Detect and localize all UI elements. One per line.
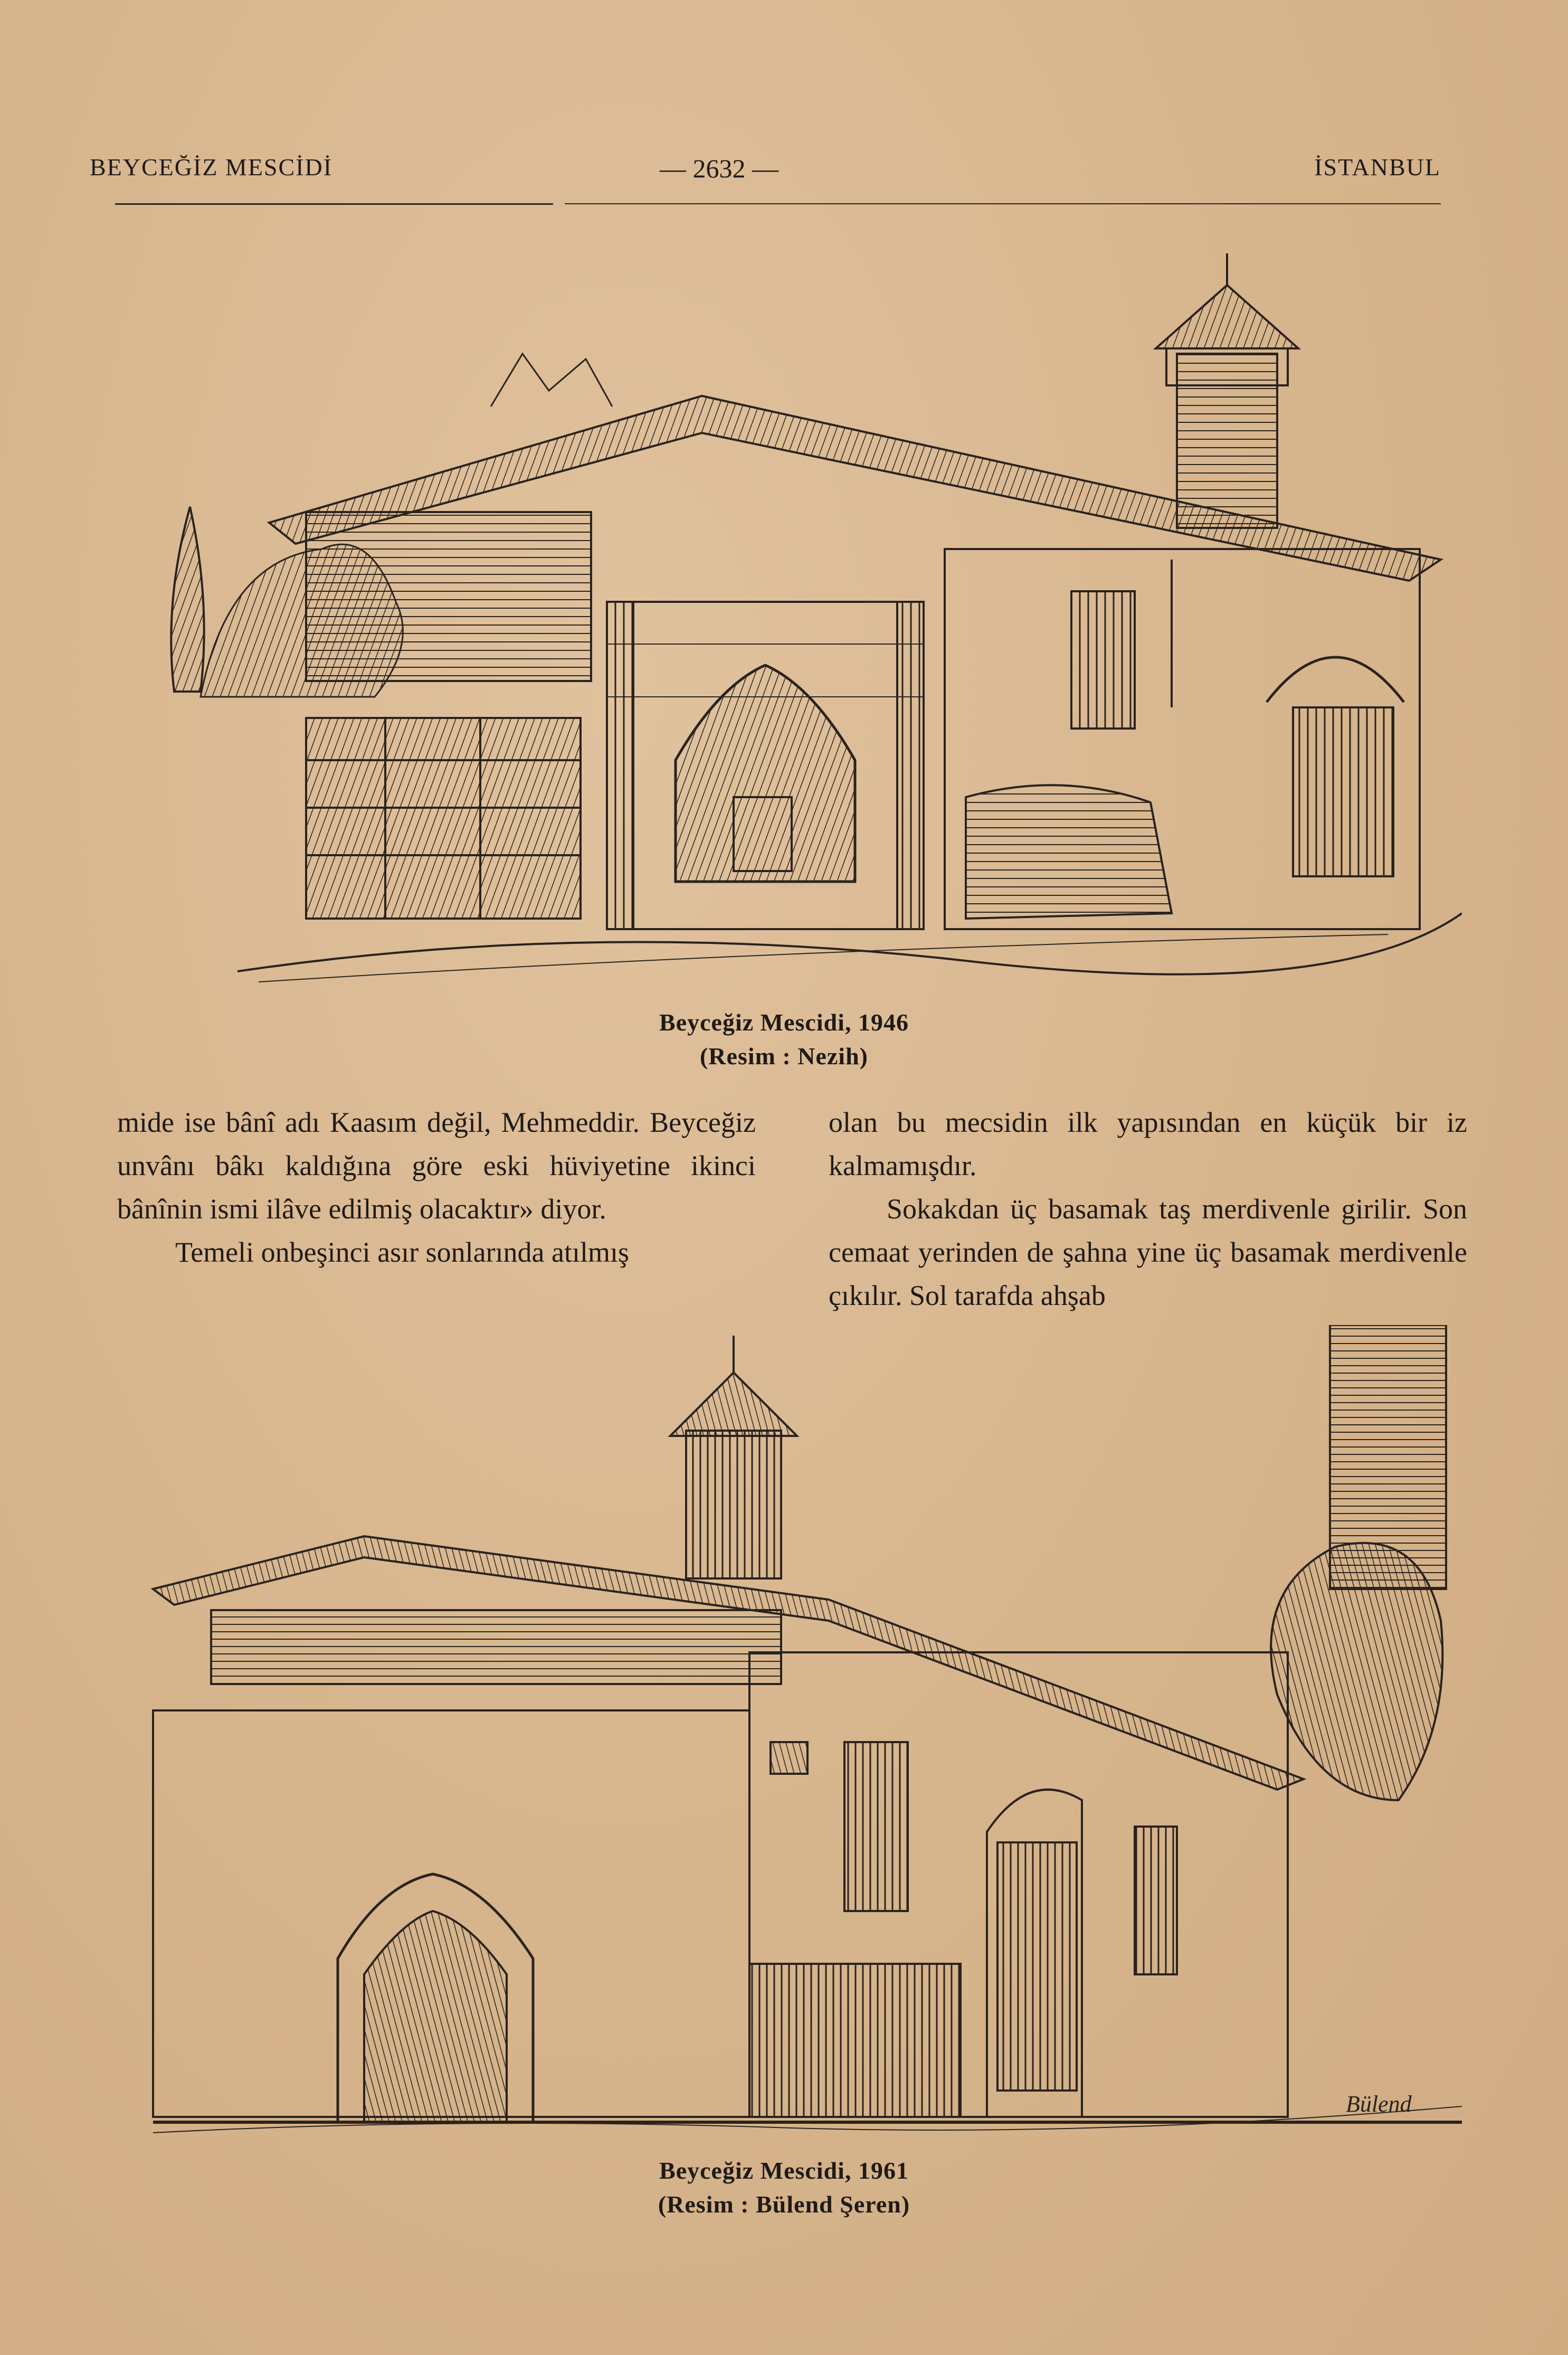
text-column-right [829,1101,1467,1317]
page-number: — 2632 — [660,154,778,183]
figure-1-caption-credit: (Resim : Nezih) [699,1043,868,1070]
illustration-1946 [121,232,1462,998]
text-column-left [117,1101,756,1274]
running-header [90,153,1441,211]
figure-1-caption-title: Beyceğiz Mescidi, 1946 [659,1009,909,1036]
header-section-title: BEYCEĞİZ MESCİDİ [90,154,333,181]
paragraph: olan bu mecsidin ilk yapısından en küçük bir iz kalmamışdır. [829,1106,1467,1181]
illustration-1961 [142,1325,1462,2154]
header-rule-left [115,203,553,205]
header-book-title: İSTANBUL [1314,154,1441,181]
paragraph: Sokakdan üç basamak taş merdivenle girilir. Son cemaat yerinden de şahna yine üç basamak merdivenle çıkılır. Sol tarafda ahşab [829,1193,1467,1311]
header-rule-right [565,203,1441,204]
artist-signature: Bülend [1346,2091,1412,2117]
figure-2-caption-title: Beyceğiz Mescidi, 1961 [659,2157,909,2184]
figure-2-caption-credit: (Resim : Bülend Şeren) [658,2191,910,2218]
figure-1-caption [0,1006,1568,1073]
paragraph: mide ise bânî adı Kaasım değil, Mehmeddir. Beyceğiz unvânı bâkı kaldığına göre eski hüviyetine ikinci bânînin ismi ilâve edilmiş olacaktır» diyor. [117,1106,756,1225]
figure-2-caption [0,2154,1568,2221]
paragraph: Temeli onbeşinci asır sonlarında atılmış [175,1236,630,1268]
